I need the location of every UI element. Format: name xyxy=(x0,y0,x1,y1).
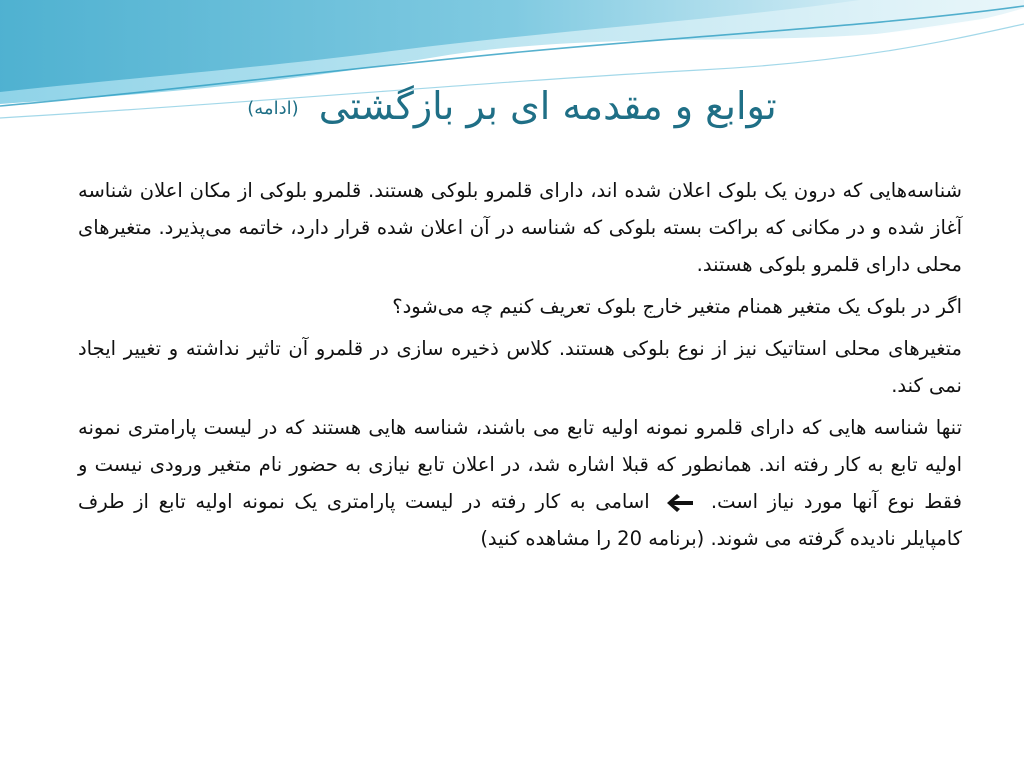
paragraph-block-scope: شناسه‌هایی که درون یک بلوک اعلان شده اند، دارای قلمرو بلوکی هستند. قلمرو بلوکی از مکان اعلان شناسه آغاز شده و در مکانی که براکت بسته بلوکی که شناسه در آن اعلان شده قرار دارد، خاتمه می‌پذیرد. متغیرهای محلی دارای قلمرو بلوکی هستند. xyxy=(78,179,962,276)
slide-title xyxy=(70,76,954,136)
paragraph-same-name-question: اگر در بلوک یک متغیر همنام متغیر خارج بلوک تعریف کنیم چه می‌شود؟ xyxy=(392,295,962,318)
slide-title-text: توابع و مقدمه ای بر بازگشتی xyxy=(318,84,777,128)
paragraph-prototype-scope-part2: اسامی به کار رفته در لیست پارامتری یک نمونه اولیه تابع از طرف کامپایلر نادیده گرفته می شوند. (برنامه 20 را مشاهده کنید) xyxy=(78,490,962,550)
slide-title-suffix: (ادامه) xyxy=(247,97,299,119)
left-arrow-icon xyxy=(665,493,695,513)
slide-body xyxy=(78,172,962,562)
paragraph-prototype-scope-part1: تنها شناسه هایی که دارای قلمرو نمونه اولیه تابع می باشند، شناسه هایی هستند که در لیست پارامتری نمونه اولیه تابع به کار رفته اند. همانطور که قبلا اشاره شد، در اعلان تابع نیازی به حضور نام متغیر ورودی نیست و فقط نوع آنها مورد نیاز است. xyxy=(78,416,962,513)
paragraph-prototype-scope xyxy=(78,409,962,557)
paragraph-static-locals: متغیرهای محلی استاتیک نیز از نوع بلوکی هستند. کلاس ذخیره سازی در قلمرو آن تاثیر نداشته و تغییر ایجاد نمی کند. xyxy=(78,337,962,397)
